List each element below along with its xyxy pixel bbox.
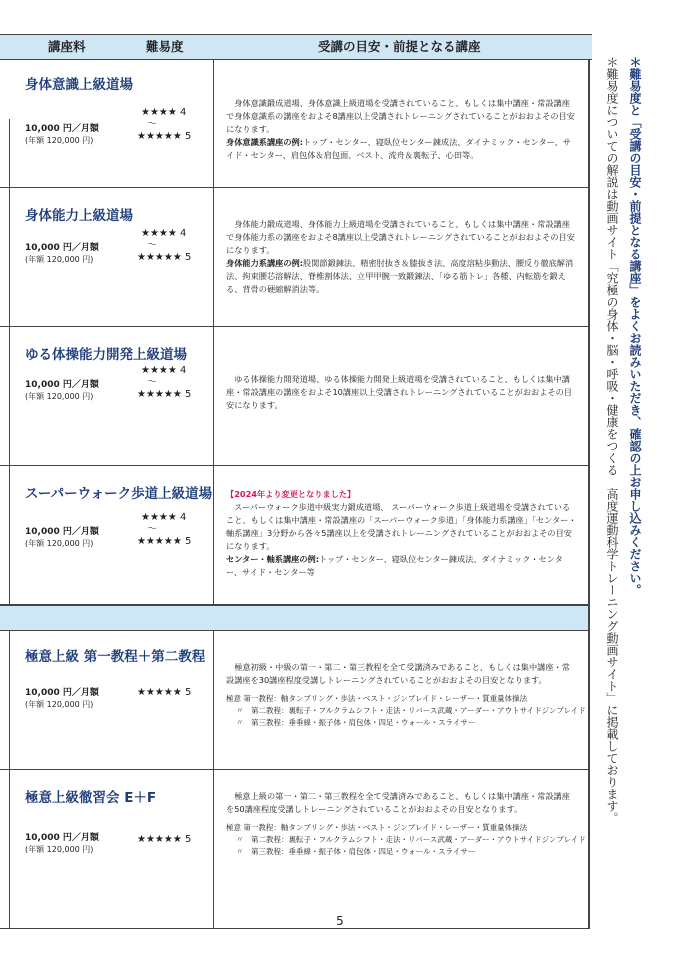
course-title: 身体意識上級道場 xyxy=(25,77,133,93)
difficulty-stars: ★★★★ 4 〜 ★★★★★ 5 xyxy=(137,107,192,142)
course-annual-price: (年額 120,000 円) xyxy=(25,539,94,548)
difficulty-stars: ★★★★ 4 〜 ★★★★★ 5 xyxy=(137,512,192,547)
course-title: 身体能力上級道場 xyxy=(25,208,133,224)
difficulty-stars: ★★★★★ 5 xyxy=(137,687,192,698)
table-row xyxy=(0,631,588,770)
course-price: 10,000 円／月額 xyxy=(25,527,99,537)
course-title: 極意上級 第一教程＋第二教程 xyxy=(25,649,206,665)
course-guideline: 極意上級の第一・第二・第三教程を全て受講済みであること、もしくは集中講座・常設講座を50講座程度受講しトレーニングされていることがおおよその目安となります。 極意 第一教程：軸タンブリング・歩法・ベスト・ジンブレイド・レーザー・質重量体操法 〃 第二教程：裏転子・フルクラムシフト・走法・リバース武蔵・アーダー・アウトサイドジンブレイド 〃 第三教程：垂垂線・振子体・肩包体・四足・ウォール・スライサー xyxy=(226,791,586,856)
course-title: スーパーウォーク歩道上級道場 xyxy=(25,486,213,502)
course-title: 極意上級徹習会 E＋F xyxy=(25,790,157,806)
course-price: 10,000 円／月額 xyxy=(25,380,99,390)
course-price: 10,000 円／月額 xyxy=(25,243,99,253)
difficulty-stars: ★★★★ 4 〜 ★★★★★ 5 xyxy=(137,228,192,263)
change-notice: 【2024年より変更となりました】 xyxy=(226,489,356,499)
course-guideline: 身体能力鍛成道場、身体能力上級道場を受講されていること、もしくは集中講座・常設講座で身体能力系の講座をおよそ8講座以上受講されトレーニングされていることがおおよその目安になります。 身体能力系講座の例:股関節鍛錬法、精密肘抜き＆膝抜き法、高度溶粘歩動法、腰反り徹底解消法、拘束腰芯溶解法、脊椎割体法、立甲甲腕一致鍛錬法、「ゆる筋トレ」各種、内転筋を鍛える、背骨の硬縮解消法等。 xyxy=(226,219,575,294)
course-title: ゆる体操能力開発上級道場 xyxy=(25,347,187,363)
table-row xyxy=(0,770,588,929)
difficulty-stars: ★★★★ 4 〜 ★★★★★ 5 xyxy=(137,365,192,400)
course-guideline: 身体意識鍛成道場、身体意識上級道場を受講されていること、もしくは集中講座・常設講座で身体意識系の講座をおよそ8講座以上受講されトレーニングされていることがおおよその目安になります。 身体意識系講座の例:トップ・センター、寝臥位センター錬成法、ダイナミック・センター、サイド・センター、肩包体＆肩包面、ベスト、流舟＆裏転子、心田等。 xyxy=(226,98,575,160)
side-note-confirm: ＊難易度と「受講の目安・前提となる講座」をよくお読みいただき、確認の上お申し込みください。 xyxy=(628,56,642,596)
course-annual-price: (年額 120,000 円) xyxy=(25,845,94,854)
course-annual-price: (年額 120,000 円) xyxy=(25,136,94,145)
course-table xyxy=(0,59,590,929)
header-course-fee: 講座料 xyxy=(48,39,86,54)
course-list: 極意 第一教程：軸タンブリング・歩法・ベスト・ジンブレイド・レーザー・質重量体操法 〃 第二教程：裏転子・フルクラムシフト・走法・リバース武蔵・アーダー・アウトサイドジンブレイド 〃 第三教程：垂垂線・振子体・肩包体・四足・ウォール・スライサー xyxy=(226,823,586,856)
table-row xyxy=(0,59,588,188)
course-price: 10,000 円／月額 xyxy=(25,688,99,698)
course-annual-price: (年額 120,000 円) xyxy=(25,700,94,709)
difficulty-stars: ★★★★★ 5 xyxy=(137,834,192,845)
section-divider-band xyxy=(0,605,588,631)
course-guideline: 極意初級・中級の第一・第二・第三教程を全て受講済みであること、もしくは集中講座・常設講座を30講座程度受講しトレーニングされていることがおおよその目安となります。 極意 第一教程：軸タンブリング・歩法・ベスト・ジンブレイド・レーザー・質重量体操法 〃 第二教程：裏転子・フルクラムシフト・走法・リバース武蔵・アーダー・アウトサイドジンブレイド 〃 第三教程：垂垂線・振子体・肩包体・四足・ウォール・スライサー xyxy=(226,662,586,727)
course-annual-price: (年額 120,000 円) xyxy=(25,255,94,264)
course-guideline: ゆる体操能力開発道場、ゆる体操能力開発上級道場を受講されていること、もしくは集中講座・常設講座の講座をおよそ10講座以上受講されトレーニングされていることがおおよその目安になります。 xyxy=(226,374,572,410)
table-row xyxy=(0,466,588,605)
course-list: 極意 第一教程：軸タンブリング・歩法・ベスト・ジンブレイド・レーザー・質重量体操法 〃 第二教程：裏転子・フルクラムシフト・走法・リバース武蔵・アーダー・アウトサイドジンブレイド 〃 第三教程：垂垂線・振子体・肩包体・四足・ウォール・スライサー xyxy=(226,694,586,727)
table-header xyxy=(0,34,592,60)
table-row xyxy=(0,327,588,466)
course-price: 10,000 円／月額 xyxy=(25,124,99,134)
page-number: 5 xyxy=(336,914,344,928)
course-annual-price: (年額 120,000 円) xyxy=(25,392,94,401)
table-row xyxy=(0,188,588,327)
header-guideline: 受講の目安・前提となる講座 xyxy=(318,39,481,54)
course-price: 10,000 円／月額 xyxy=(25,833,99,843)
course-guideline: 【2024年より変更となりました】 スーパーウォーク歩道中級実力鍛成道場、 スーパーウォーク歩道上級道場を受講されていること、もしくは集中講座・常設講座の「スーパーウォーク歩道」「身体能力系講座」「センター・軸系講座」3分野から各々5講座以上を受講されトレーニングされていることがおおよその目安になります。 センター・軸系講座の例:トップ・センター、寝臥位センター錬成法、ダイナミック・センター、サイド・センター等 xyxy=(226,489,577,577)
header-difficulty: 難易度 xyxy=(146,39,184,54)
side-note-video-site: ＊難易度についての解説は動画サイト「究極の身体・脳・呼吸・健康をつくる 高度運動科学トレーニング動画サイト」に掲載しております。 xyxy=(605,56,619,824)
